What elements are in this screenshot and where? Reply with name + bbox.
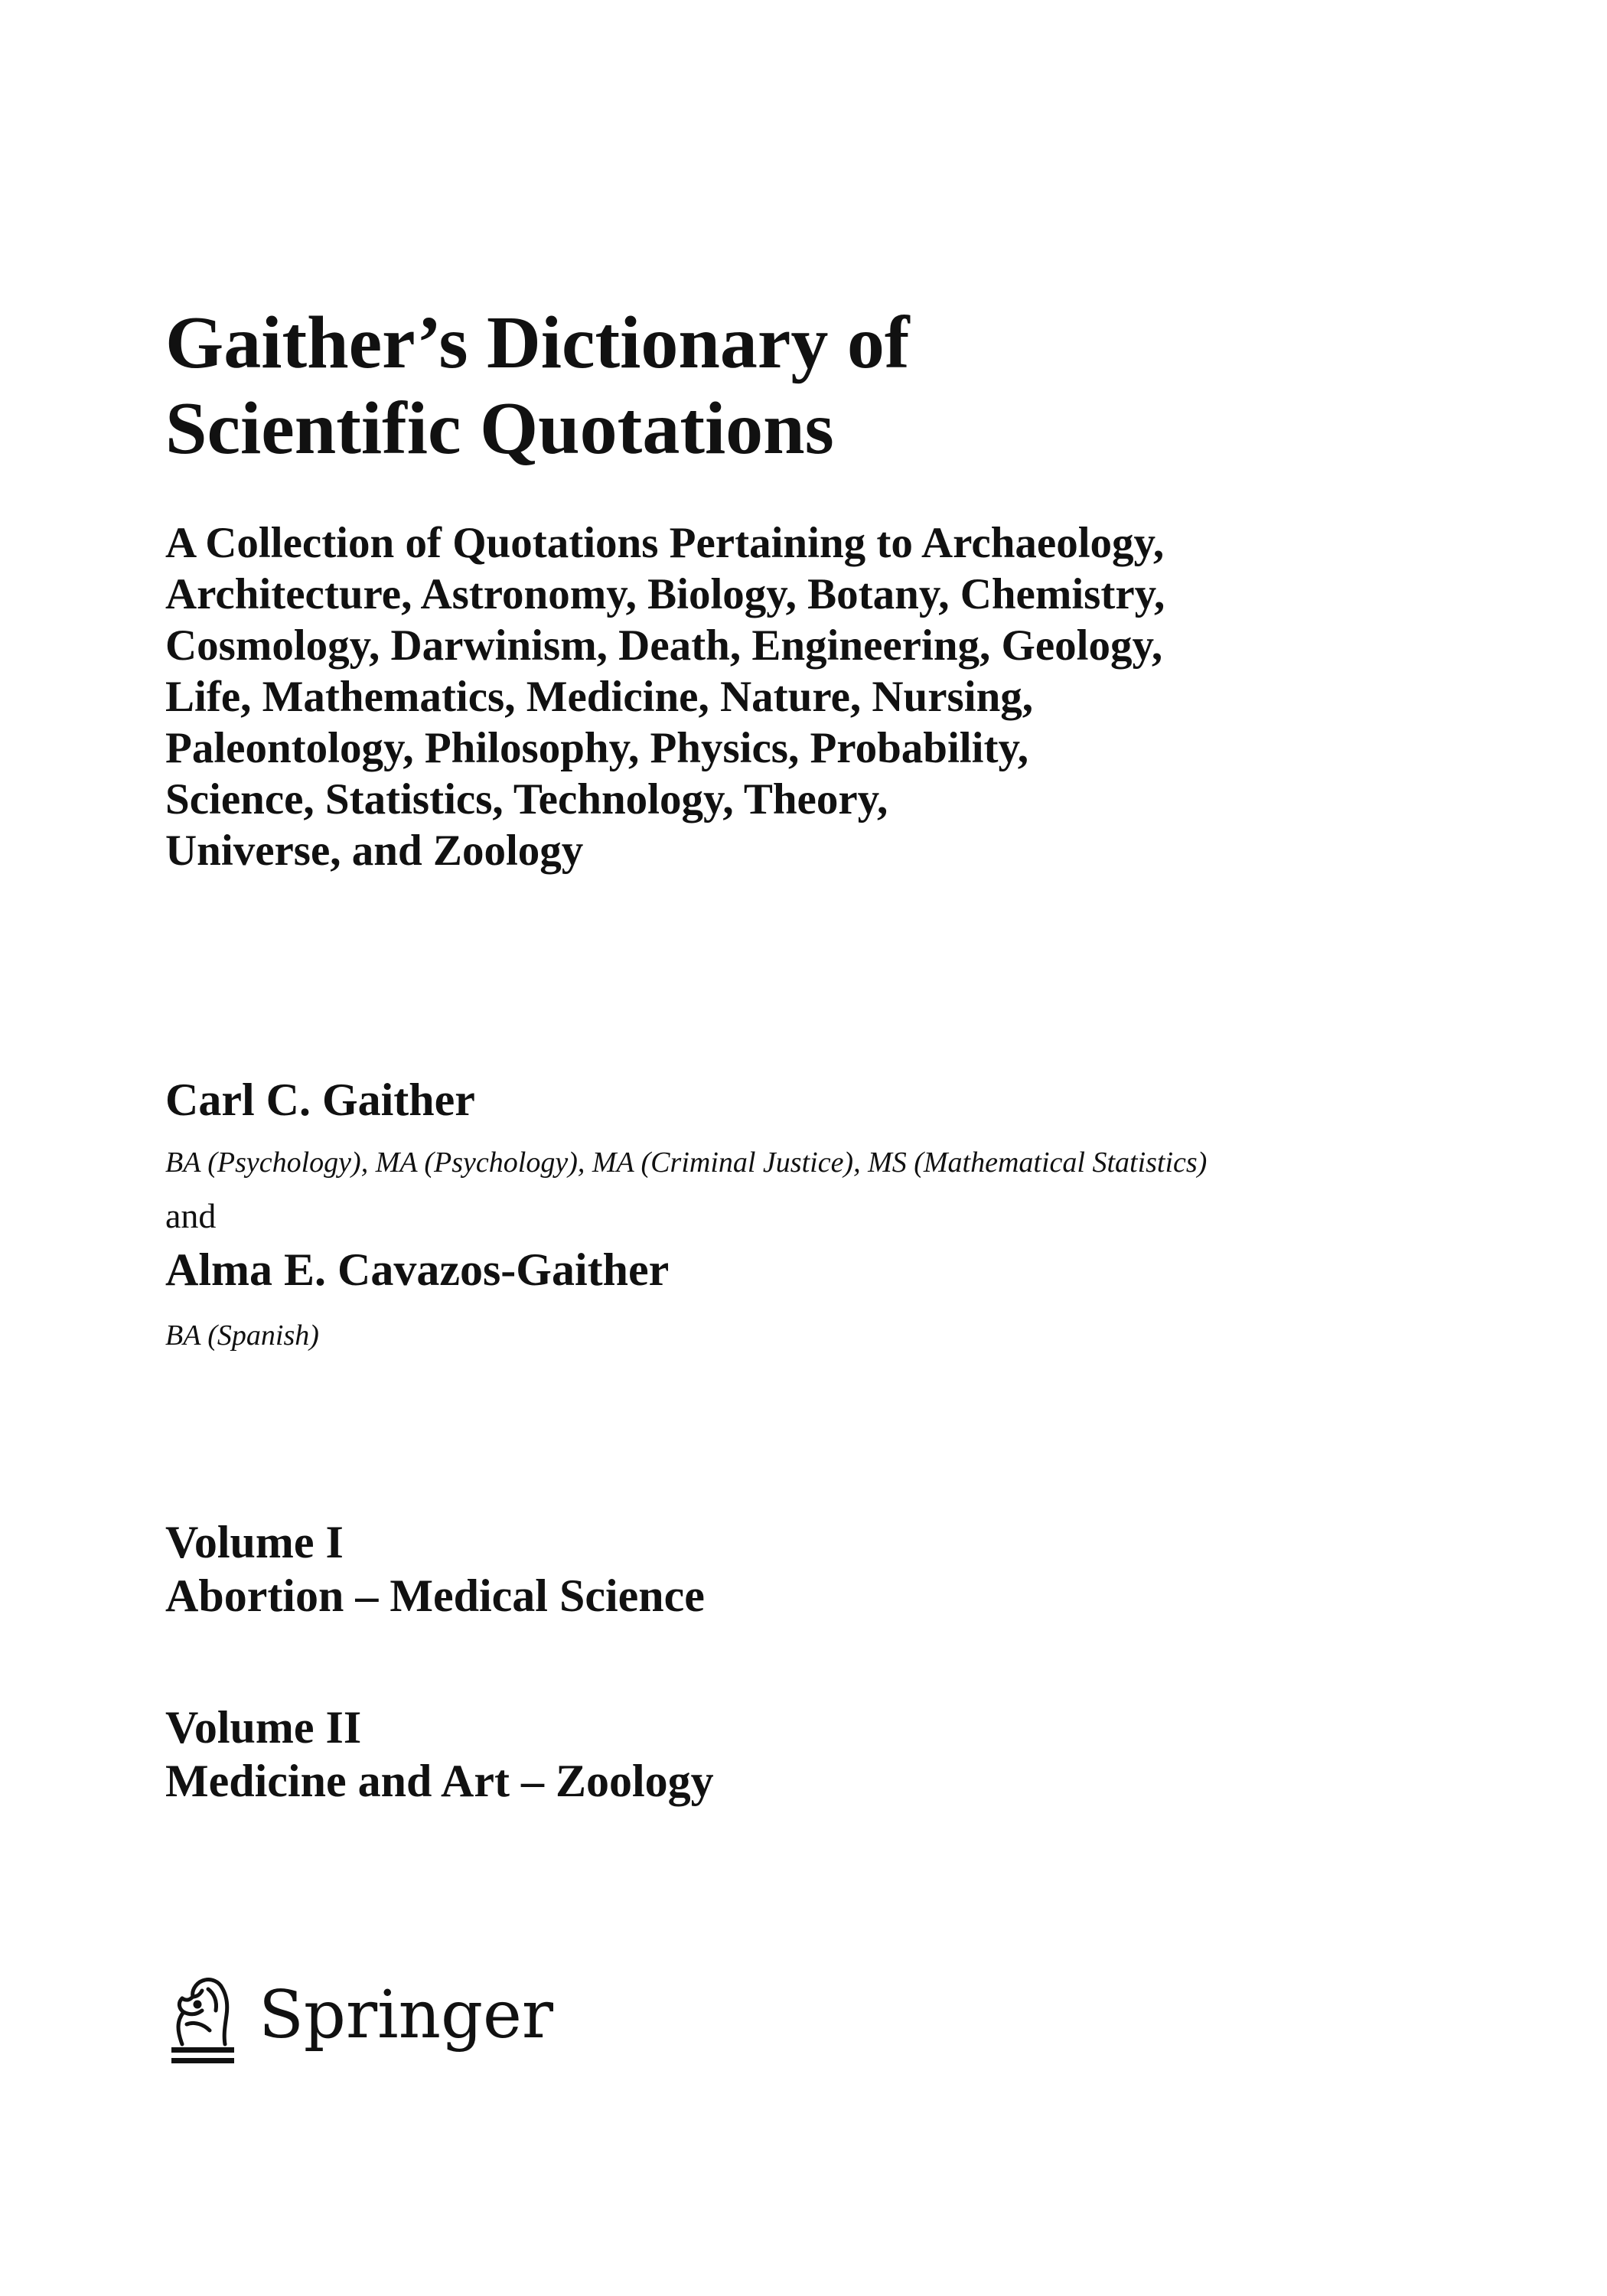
subtitle-line: Architecture, Astronomy, Biology, Botany, Chemistry, — [165, 570, 1165, 618]
publisher-name: Springer — [259, 1977, 554, 2053]
author-degrees-primary: BA (Psychology), MA (Psychology), MA (Criminal Justice), MS (Mathematical Statistics) — [165, 1146, 1208, 1179]
author-name-primary: Carl C. Gaither — [165, 1075, 475, 1125]
subtitle-line: Cosmology, Darwinism, Death, Engineering, Geology, — [165, 621, 1163, 670]
subtitle-line: Science, Statistics, Technology, Theory, — [165, 775, 888, 823]
author-conjunction: and — [165, 1196, 217, 1235]
author-name-secondary: Alma E. Cavazos-Gaither — [165, 1244, 670, 1295]
book-title-line: Gaither’s Dictionary of — [165, 302, 910, 384]
subtitle-line: Universe, and Zoology — [165, 827, 584, 875]
subtitle-line: Paleontology, Philosophy, Physics, Probability, — [165, 724, 1029, 772]
volume-2-label: Volume II — [165, 1702, 362, 1753]
publisher-logo — [161, 1963, 559, 2078]
springer-knight-icon — [161, 1971, 245, 2070]
volume-1-range: Abortion – Medical Science — [165, 1570, 705, 1621]
subtitle-line: A Collection of Quotations Pertaining to Archaeology, — [165, 519, 1165, 567]
book-title — [165, 300, 1466, 471]
book-subtitle — [165, 517, 1466, 876]
volume-1-label: Volume I — [165, 1517, 344, 1567]
subtitle-line: Life, Mathematics, Medicine, Nature, Nursing, — [165, 673, 1034, 721]
volume-2-range: Medicine and Art – Zoology — [165, 1756, 714, 1806]
book-title-line: Scientific Quotations — [165, 387, 834, 470]
author-degrees-secondary: BA (Spanish) — [165, 1319, 319, 1352]
